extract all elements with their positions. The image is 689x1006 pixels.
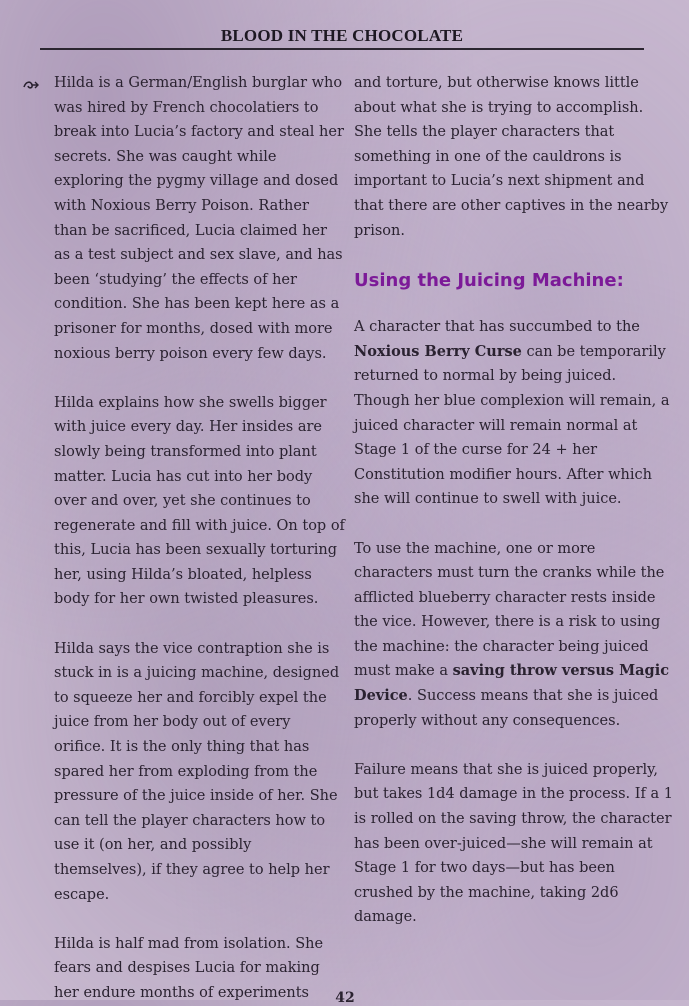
page-number: 42	[335, 990, 355, 1006]
paragraph-failure: Failure means that she is juiced properly, but takes 1d4 damage in the process. If a 1 is rolled on the saving throw, the character has been over-juiced—she will remain at Stage 1 for two days—but has been crushed by the machine, taking 2d6 damage.	[354, 761, 673, 926]
right-column	[354, 71, 674, 930]
paragraph-hilda-isolation: Hilda is half mad from isolation. She fears and despises Lucia for making her endure months of experiments	[54, 935, 324, 1001]
paragraph-juicing-machine: Hilda says the vice contraption she is stuck in is a juicing machine, designed to squeeze her and forcibly expel the juice from her body out of every orifice. It is the only thing that has spared her from exploding from the pressure of the juice inside of her. She can tell the player characters how to use it (on her, and possibly themselves), if they agree to help her escape.	[54, 640, 340, 903]
page-header	[40, 26, 644, 50]
swirl-bullet-icon	[22, 78, 40, 92]
paragraph-juicing-cure: A character that has succumbed to the Noxious Berry Curse can be temporarily returned to normal by being juiced. Though her blue complexion will remain, a juiced character will remain normal at Stage 1 of the curse for 24 + her Constitution modifier hours. After which she will continue to swell with juice.	[354, 319, 670, 508]
header-title: BLOOD IN THE CHOCOLATE	[220, 26, 464, 45]
section-heading: Using the Juicing Machine:	[354, 270, 624, 292]
paragraph-machine-usage: To use the machine, one or more characters must turn the cranks while the afflicted blueberry character rests inside the vice. However, there is a risk to using the machine: the character being juiced must make a saving throw versus Magic Device. Success means that she is juiced properly without any consequences.	[354, 540, 670, 729]
bold-term: Noxious Berry Curse	[354, 342, 522, 360]
paragraph-hilda-intro: Hilda is a German/English burglar who was hired by French chocolatiers to break into Lucia’s factory and steal her secrets. She was caught while exploring the pygmy village and dosed with Noxious Berry Poison. Rather than be sacrificed, Lucia claimed her as a test subject and sex slave, and has been ‘studying’ the effects of her condition. She has been kept here as a prisoner for months, dosed with more noxious berry poison every few days.	[54, 75, 344, 362]
paragraph-torture-continued: and torture, but otherwise knows little about what she is trying to accomplish. She tells the player characters that something in one of the cauldrons is important to Lucia’s next shipment and that there are other captives in the nearby prison.	[354, 75, 669, 239]
left-column	[54, 71, 346, 1006]
bold-term: saving throw versus Magic Device	[354, 662, 670, 705]
paragraph-hilda-swelling: Hilda explains how she swells bigger with juice every day. Her insides are slowly being transformed into plant matter. Lucia has cut into her body over and over, yet she continues to regenerate and fill with juice. On top of this, Lucia has been sexually torturing her, using Hilda’s bloated, helpless body for her own twisted pleasures.	[54, 394, 345, 608]
